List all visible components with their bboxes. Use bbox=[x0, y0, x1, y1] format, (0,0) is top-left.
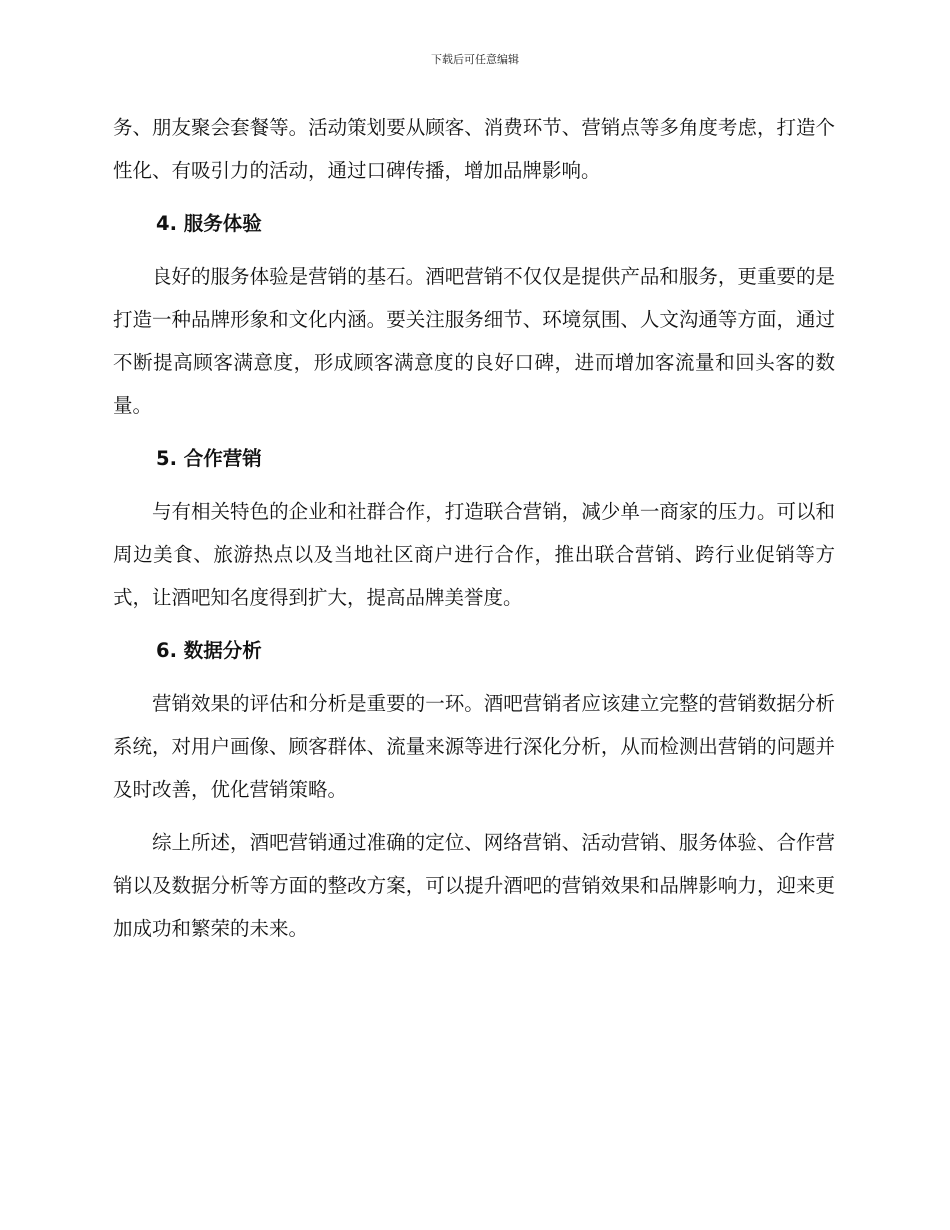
page-header: 下载后可任意编辑 bbox=[431, 53, 519, 66]
cooperative-marketing-paragraph: 与有相关特色的企业和社群合作，打造联合营销，减少单一商家的压力。可以和周边美食、旅游热点以及当地社区商户进行合作，推出联合营销、跨行业促销等方式，让酒吧知名度得到扩大，提高品牌美誉度。 bbox=[113, 500, 835, 609]
conclusion-paragraph: 综上所述，酒吧营销通过准确的定位、网络营销、活动营销、服务体验、合作营销以及数据分析等方面的整改方案，可以提升酒吧的营销效果和品牌影响力，迎来更加成功和繁荣的未来。 bbox=[113, 831, 835, 940]
section-heading-data-analysis: 6. 数据分析 bbox=[156, 639, 262, 662]
data-analysis-paragraph: 营销效果的评估和分析是重要的一环。酒吧营销者应该建立完整的营销数据分析系统，对用户画像、顾客群体、流量来源等进行深化分析，从而检测出营销的问题并及时改善，优化营销策略。 bbox=[113, 692, 835, 801]
section-heading-service-experience: 4. 服务体验 bbox=[156, 212, 262, 235]
section-heading-cooperative-marketing: 5. 合作营销 bbox=[156, 447, 262, 470]
intro-continuation-paragraph: 务、朋友聚会套餐等。活动策划要从顾客、消费环节、营销点等多角度考虑，打造个性化、有吸引力的活动，通过口碑传播，增加品牌影响。 bbox=[113, 116, 835, 182]
service-experience-paragraph: 良好的服务体验是营销的基石。酒吧营销不仅仅是提供产品和服务，更重要的是打造一种品牌形象和文化内涵。要关注服务细节、环境氛围、人文沟通等方面，通过不断提高顾客满意度，形成顾客满意度的良好口碑，进而增加客流量和回头客的数量。 bbox=[113, 265, 835, 417]
document-body bbox=[113, 106, 835, 950]
